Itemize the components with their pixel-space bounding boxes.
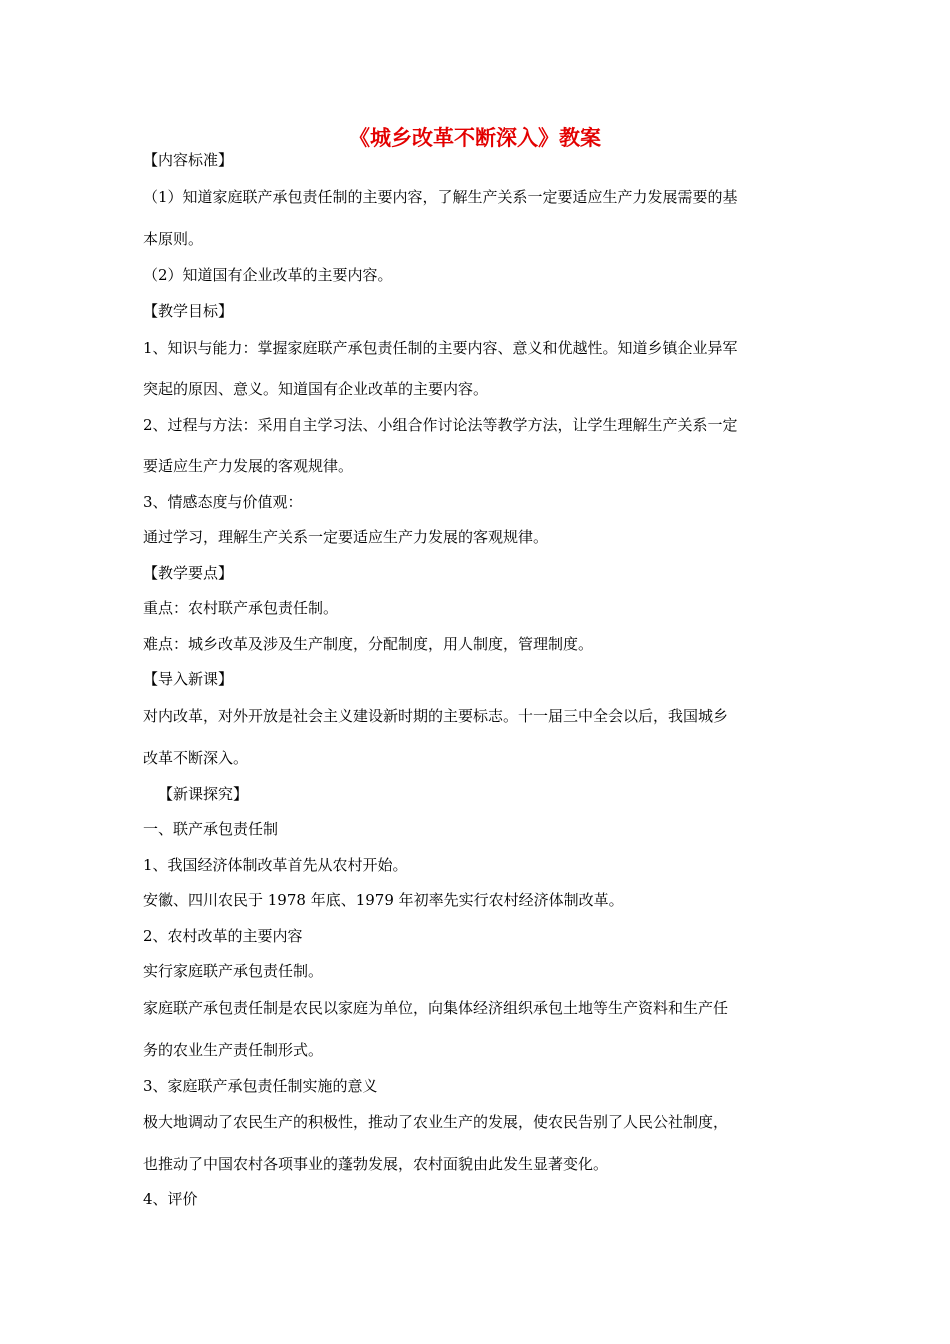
paragraph-line: 改革不断深入。 xyxy=(143,749,249,767)
paragraph-line: 安徽、四川农民于 1978 年底、1979 年初率先实行农村经济体制改革。 xyxy=(143,891,624,909)
paragraph-line: 通过学习，理解生产关系一定要适应生产力发展的客观规律。 xyxy=(143,528,549,546)
section-heading-key-points: 【教学要点】 xyxy=(143,564,234,582)
paragraph-line: 对内改革，对外开放是社会主义建设新时期的主要标志。十一届三中全会以后，我国城乡 xyxy=(143,707,729,725)
paragraph-line: 务的农业生产责任制形式。 xyxy=(143,1041,324,1059)
paragraph-line: 1、我国经济体制改革首先从农村开始。 xyxy=(143,856,408,874)
paragraph-line: 极大地调动了农民生产的积极性，推动了农业生产的发展，使农民告别了人民公社制度， xyxy=(143,1113,729,1131)
subsection-heading: 一、联产承包责任制 xyxy=(143,820,279,838)
paragraph-line: 突起的原因、意义。知道国有企业改革的主要内容。 xyxy=(143,380,489,398)
paragraph-line: 4、评价 xyxy=(143,1190,198,1208)
paragraph-line: 本原则。 xyxy=(143,230,204,248)
document-title: 《城乡改革不断深入》教案 xyxy=(349,125,601,150)
section-heading-content-standard: 【内容标准】 xyxy=(143,151,234,169)
paragraph-line: 要适应生产力发展的客观规律。 xyxy=(143,457,354,475)
paragraph-line: 3、情感态度与价值观： xyxy=(143,493,303,511)
paragraph-line: （1）知道家庭联产承包责任制的主要内容，了解生产关系一定要适应生产力发展需要的基 xyxy=(143,188,738,206)
paragraph-line: （2）知道国有企业改革的主要内容。 xyxy=(143,266,393,284)
paragraph-line: 家庭联产承包责任制是农民以家庭为单位，向集体经济组织承包土地等生产资料和生产任 xyxy=(143,999,729,1017)
paragraph-line: 1、知识与能力：掌握家庭联产承包责任制的主要内容、意义和优越性。知道乡镇企业异军 xyxy=(143,339,738,357)
paragraph-line: 难点：城乡改革及涉及生产制度，分配制度，用人制度，管理制度。 xyxy=(143,635,594,653)
section-heading-teaching-goals: 【教学目标】 xyxy=(143,302,234,320)
paragraph-line: 也推动了中国农村各项事业的蓬勃发展，农村面貌由此发生显著变化。 xyxy=(143,1155,609,1173)
paragraph-line: 2、农村改革的主要内容 xyxy=(143,927,303,945)
paragraph-line: 2、过程与方法：采用自主学习法、小组合作讨论法等教学方法，让学生理解生产关系一定 xyxy=(143,416,738,434)
paragraph-line: 实行家庭联产承包责任制。 xyxy=(143,962,324,980)
section-heading-introduction: 【导入新课】 xyxy=(143,670,234,688)
section-heading-new-lesson: 【新课探究】 xyxy=(158,785,249,803)
paragraph-line: 3、家庭联产承包责任制实施的意义 xyxy=(143,1077,378,1095)
paragraph-line: 重点：农村联产承包责任制。 xyxy=(143,599,339,617)
